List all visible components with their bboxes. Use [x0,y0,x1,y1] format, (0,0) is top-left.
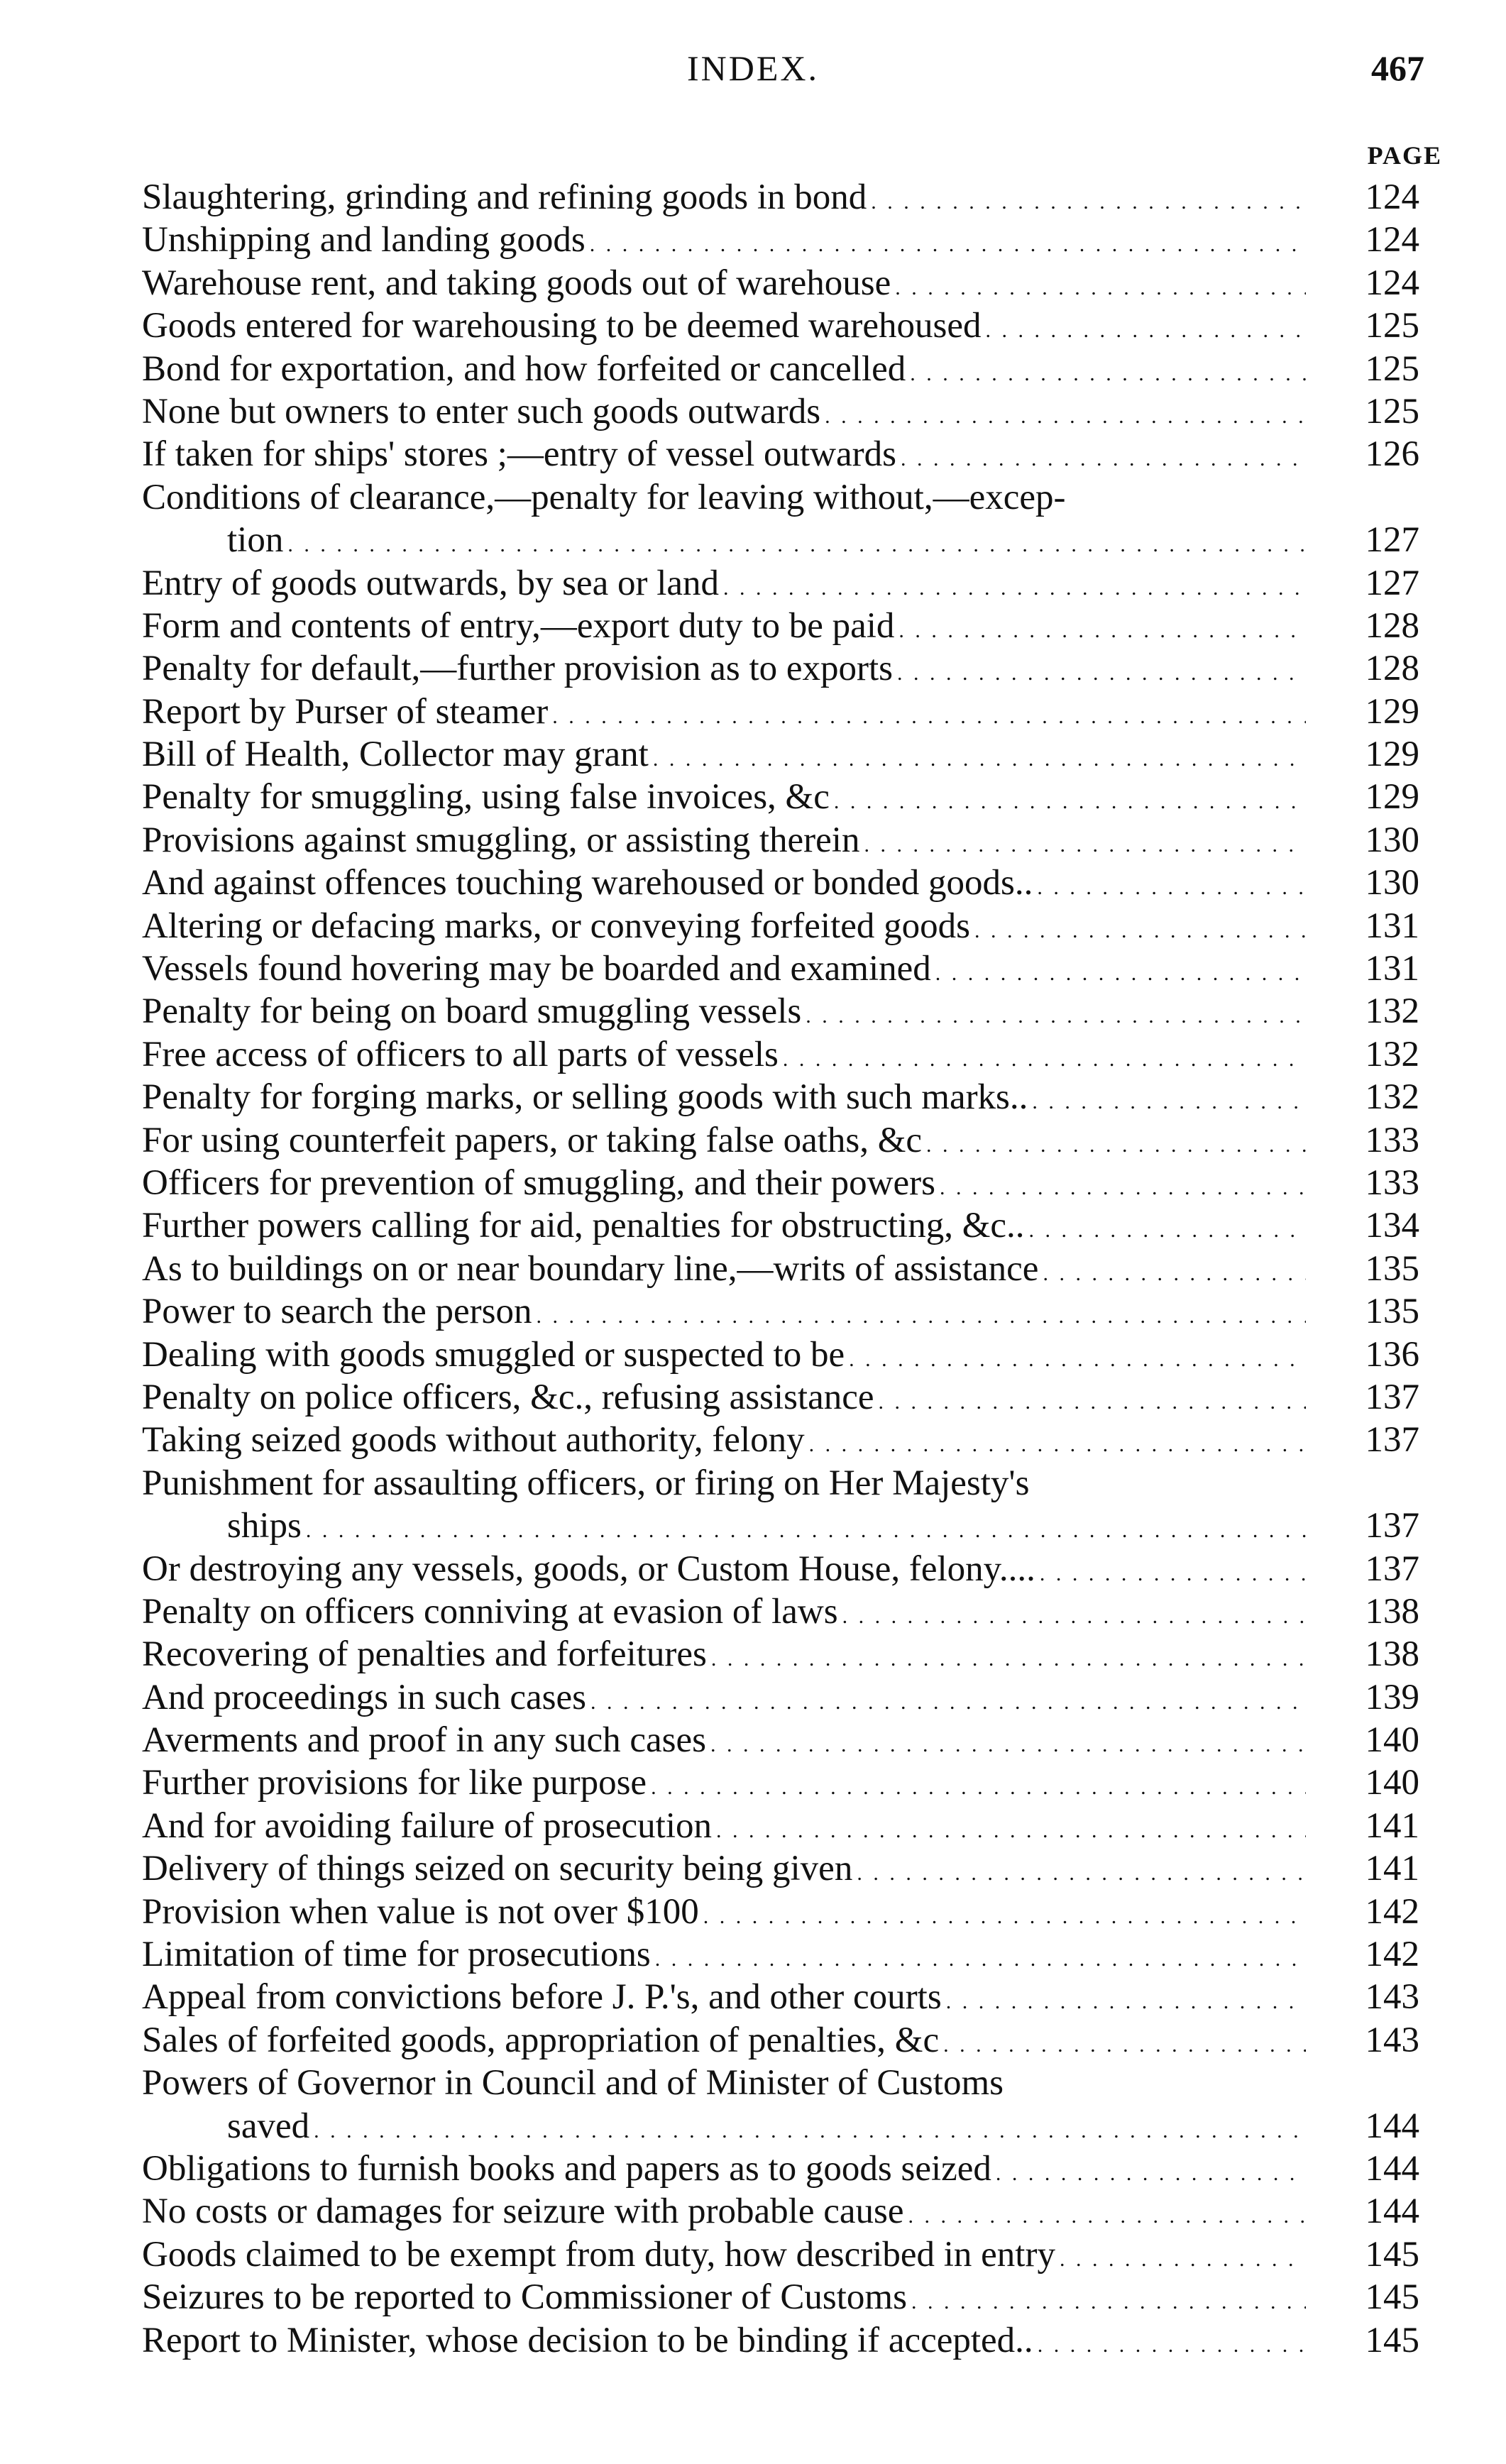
index-entry-text-wrap [142,819,1306,867]
index-entry-text: Limitation of time for prosecutions [142,1935,651,1975]
index-entry-text-wrap [142,2319,1306,2367]
index-entry-page: 138 [1365,1591,1419,1632]
index-entry [142,2233,1455,2276]
index-entry [142,1248,1455,1290]
dot-leader [910,348,1306,395]
index-entry [142,947,1455,990]
index-entry-text-wrap [142,647,1306,695]
index-entry [142,1505,1455,1547]
index-entry-page: 139 [1365,1677,1419,1717]
index-entry-text: Obligations to furnish books and papers as to goods seized [142,2148,991,2189]
index-entry-text: Provisions against smuggling, or assisting therein [142,820,860,860]
index-entry-page: 127 [1365,520,1419,561]
index-entry [142,1719,1455,1761]
index-entry [142,1119,1455,1162]
index-entry-text-wrap [142,1633,1306,1681]
index-entry [142,1976,1455,2018]
dot-leader [943,2019,1306,2067]
dot-leader [1043,1248,1306,1295]
index-entry-text-wrap [142,476,1306,519]
index-entry-text-wrap [142,1033,1306,1081]
index-entry-text-wrap [142,519,1306,566]
index-entry-page: 128 [1365,649,1419,689]
index-entry-page: 125 [1365,348,1419,389]
index-entry-text: For using counterfeit papers, or taking false oaths, &c [142,1120,923,1160]
index-entry-text-wrap [142,1204,1306,1252]
dot-leader [911,2276,1306,2323]
index-entry [142,2105,1455,2147]
index-entry-page: 124 [1365,263,1419,303]
dot-leader [895,262,1306,309]
index-entry-text: Punishment for assaulting officers, or firing on Her Majesty's [142,1463,1030,1503]
index-entry-text: Penalty for forging marks, or selling goods with such marks.. [142,1077,1028,1118]
index-entry-page: 129 [1365,691,1419,732]
dot-leader [651,1761,1306,1809]
index-entry-text: Warehouse rent, and taking goods out of warehouse [142,263,891,303]
index-entry [142,1204,1455,1247]
index-entry-text: saved [227,2106,310,2146]
index-entry-text-wrap [142,1505,1306,1552]
index-entry [142,519,1455,561]
dot-leader [898,605,1306,652]
index-entry-text: Penalty for smuggling, using false invoices, &c [142,777,830,818]
index-entry [142,348,1455,390]
dot-leader [655,1933,1306,1981]
dot-leader [946,1976,1306,2023]
dot-leader [783,1033,1306,1081]
index-entry-page: 140 [1365,1763,1419,1803]
index-entry-text-wrap [142,304,1306,352]
index-entry-text-wrap [142,862,1306,909]
dot-leader [940,1162,1306,1209]
index-entry-text: Power to search the person [142,1292,532,1332]
index-entry-text: Conditions of clearance,—penalty for leaving without,—excep- [142,477,1066,517]
index-entry [142,1033,1455,1076]
index-entry [142,1805,1455,1847]
dot-leader [552,691,1306,738]
index-entry-text: Entry of goods outwards, by sea or land [142,563,720,603]
index-entry-page: 141 [1365,1849,1419,1889]
index-entry-text-wrap [142,219,1306,266]
index-entry-text: If taken for ships' stores ;—entry of vessel outwards [142,434,896,475]
index-entry [142,2319,1455,2362]
index-entry-text: And proceedings in such cases [142,1677,586,1717]
index-entry-page: 131 [1365,906,1419,946]
index-entry-text-wrap [142,1719,1306,1766]
index-entry-text-wrap [142,776,1306,823]
index-entry-page: 137 [1365,1506,1419,1546]
index-entry-text: Sales of forfeited goods, appropriation of penalties, &c [142,2020,940,2060]
index-entry [142,1548,1455,1590]
dot-leader [1032,1076,1306,1123]
dot-leader [996,2147,1306,2195]
index-entry-page: 145 [1365,2277,1419,2318]
index-entry-text: Or destroying any vessels, goods, or Custom House, felony.... [142,1549,1035,1589]
index-entry-text: None but owners to enter such goods outwards [142,391,821,431]
index-entry [142,605,1455,647]
index-entry-text-wrap [142,1548,1306,1595]
index-entry-page: 145 [1365,2234,1419,2275]
index-entry [142,2190,1455,2233]
index-entry [142,476,1455,519]
index-entry-page: 133 [1365,1120,1419,1160]
dot-leader [590,1676,1306,1724]
index-entry-page: 132 [1365,1034,1419,1074]
dot-leader [1037,862,1306,909]
index-entry-text: Officers for prevention of smuggling, and their powers [142,1162,935,1203]
page-column-label: PAGE [1367,141,1442,170]
index-entry-text-wrap [142,1976,1306,2023]
index-entry-text: ships [227,1506,302,1546]
index-entry-page: 125 [1365,391,1419,431]
index-entry-page: 143 [1365,2020,1419,2060]
index-entry-text: Provision when value is not over $100 [142,1891,699,1932]
index-entry-text: Powers of Governor in Council and of Minister of Customs [142,2063,1004,2103]
index-entry-page: 137 [1365,1420,1419,1461]
dot-leader [1060,2233,1306,2281]
index-entry [142,819,1455,862]
index-entry-text-wrap [142,1933,1306,1981]
index-entry-text-wrap [142,1419,1306,1466]
dot-leader [879,1376,1306,1424]
index-entry-text: Bill of Health, Collector may grant [142,735,649,775]
index-entry [142,390,1455,433]
index-entry-text: Unshipping and landing goods [142,220,586,260]
index-entry-text-wrap [142,262,1306,309]
index-entry [142,1419,1455,1461]
index-entry-text-wrap [142,1891,1306,1938]
index-entry [142,862,1455,904]
index-entry-text-wrap [142,2190,1306,2238]
index-entry [142,1376,1455,1419]
index-entry-text-wrap [142,2019,1306,2067]
dot-leader [897,647,1306,695]
index-entry-page: 144 [1365,2148,1419,2189]
index-entry [142,304,1455,347]
index-entry [142,1590,1455,1633]
index-entry [142,433,1455,475]
index-entry-text-wrap [142,1248,1306,1295]
index-entry-text-wrap [142,1162,1306,1209]
index-entry [142,647,1455,690]
index-entry-text-wrap [142,691,1306,738]
dot-leader [834,776,1306,823]
index-entry [142,733,1455,776]
index-entry-page: 137 [1365,1549,1419,1589]
dot-leader [1038,2319,1306,2367]
index-entry-text-wrap [142,1333,1306,1381]
index-entry-text-wrap [142,1847,1306,1895]
dot-leader [653,733,1306,781]
index-entry-text: Penalty for being on board smuggling vessels [142,991,802,1032]
index-entry-text-wrap [142,1761,1306,1809]
dot-leader [871,176,1306,224]
dot-leader [703,1891,1306,1938]
dot-leader [864,819,1306,867]
index-entry [142,1290,1455,1333]
index-entry-page: 130 [1365,820,1419,860]
dot-leader [926,1119,1306,1167]
index-entry [142,1933,1455,1976]
index-entries [142,176,1455,2362]
index-entry-text: Seizures to be reported to Commissioner of Customs [142,2277,907,2318]
index-entry-text: Penalty on officers conniving at evasion of laws [142,1591,838,1632]
dot-leader [314,2105,1306,2152]
index-entry-text-wrap [142,2233,1306,2281]
index-entry [142,1462,1455,1505]
index-entry-page: 140 [1365,1720,1419,1761]
index-entry-page: 124 [1365,220,1419,260]
index-entry-text-wrap [142,1676,1306,1724]
index-entry-page: 143 [1365,1977,1419,2018]
index-entry-text: Recovering of penalties and forfeitures [142,1634,707,1675]
index-entry-page: 129 [1365,735,1419,775]
index-entry-text-wrap [142,1076,1306,1123]
index-entry-page: 142 [1365,1935,1419,1975]
index-entry [142,2062,1455,2104]
index-entry-text: Delivery of things seized on security being given [142,1849,853,1889]
index-entry [142,562,1455,605]
index-entry-text: Appeal from convictions before J. P.'s, and other courts [142,1977,942,2018]
index-entry-text-wrap [142,433,1306,480]
index-entry [142,1076,1455,1118]
index-entry-text: Report to Minister, whose decision to be binding if accepted.. [142,2320,1033,2360]
index-entry-page: 136 [1365,1334,1419,1375]
index-entry-text-wrap [142,2276,1306,2323]
index-entry-text-wrap [142,1590,1306,1638]
index-entry [142,1891,1455,1933]
index-entry [142,2147,1455,2190]
index-entry-text-wrap [142,348,1306,395]
index-entry [142,1633,1455,1676]
index-entry-text: Vessels found hovering may be boarded and examined [142,949,931,989]
index-entry [142,176,1455,219]
index-entry-page: 127 [1365,563,1419,603]
index-entry-page: 128 [1365,605,1419,646]
index-entry-text-wrap [142,390,1306,438]
index-entry-text-wrap [142,905,1306,952]
index-entry-text: Further provisions for like purpose [142,1763,647,1803]
index-entry [142,1162,1455,1204]
index-entry-page: 141 [1365,1805,1419,1846]
index-entry-text-wrap [142,1376,1306,1424]
index-entry-text: As to buildings on or near boundary line,—writs of assistance [142,1248,1039,1289]
dot-leader [590,219,1306,266]
index-entry-page: 142 [1365,1891,1419,1932]
index-entry-text-wrap [142,2062,1306,2104]
index-entry-page: 132 [1365,1077,1419,1118]
index-entry-page: 133 [1365,1162,1419,1203]
index-entry-text: Goods entered for warehousing to be deemed warehoused [142,306,982,346]
index-entry-text: Bond for exportation, and how forfeited or cancelled [142,348,906,389]
index-entry-page: 126 [1365,434,1419,475]
index-entry-text: Averments and proof in any such cases [142,1720,706,1761]
index-entry-page: 130 [1365,863,1419,903]
index-entry-text: Slaughtering, grinding and refining goods in bond [142,177,867,217]
index-entry-text: Form and contents of entry,—export duty to be paid [142,605,895,646]
index-entry [142,2019,1455,2062]
index-entry [142,219,1455,261]
index-entry-page: 138 [1365,1634,1419,1675]
index-entry [142,1761,1455,1804]
index-entry-page: 144 [1365,2191,1419,2232]
dot-leader [974,905,1306,952]
index-entry [142,776,1455,818]
dot-leader [825,390,1306,438]
index-entry-text: Dealing with goods smuggled or suspected to be [142,1334,845,1375]
index-entry-text: Report by Purser of steamer [142,691,549,732]
dot-leader [710,1719,1306,1766]
dot-leader [287,519,1306,566]
index-entry-text-wrap [142,733,1306,781]
index-entry-page: 125 [1365,306,1419,346]
index-entry-text: Free access of officers to all parts of vessels [142,1034,779,1074]
index-entry-text-wrap [142,1290,1306,1338]
index-entry-page: 131 [1365,949,1419,989]
index-entry-text: No costs or damages for seizure with probable cause [142,2191,904,2232]
dot-leader [306,1505,1306,1552]
dot-leader [908,2190,1306,2238]
index-entry-text: Goods claimed to be exempt from duty, how described in entry [142,2234,1055,2275]
dot-leader [537,1290,1307,1338]
dot-leader [809,1419,1306,1466]
index-entry-text-wrap [142,947,1306,995]
index-entry-text: tion [227,520,284,561]
index-entry-page: 132 [1365,991,1419,1032]
index-entry-page: 134 [1365,1206,1419,1246]
index-entry-text-wrap [142,2147,1306,2195]
dot-leader [901,433,1306,480]
index-entry-text-wrap [142,1805,1306,1852]
index-entry-text: Taking seized goods without authority, felony [142,1420,805,1461]
dot-leader [723,562,1306,610]
dot-leader [935,947,1306,995]
dot-leader [711,1633,1306,1681]
index-entry-text-wrap [142,990,1306,1038]
index-entry-page: 129 [1365,777,1419,818]
index-entry-page: 144 [1365,2106,1419,2146]
index-entry-page: 124 [1365,177,1419,217]
dot-leader [1040,1548,1306,1595]
index-entry-text: Penalty for default,—further provision as to exports [142,649,894,689]
dot-leader [806,990,1306,1038]
index-entry-text: And against offences touching warehoused or bonded goods.. [142,863,1033,903]
index-entry-text-wrap [142,1119,1306,1167]
index-entry-page: 135 [1365,1248,1419,1289]
index-entry-text-wrap [142,176,1306,224]
page-number: 467 [1371,48,1424,88]
index-entry [142,691,1455,733]
index-entry-text: And for avoiding failure of prosecution [142,1805,713,1846]
index-entry-text-wrap [142,562,1306,610]
page-title: INDEX. [686,48,820,88]
index-entry-text: Penalty on police officers, &c., refusing assistance [142,1377,874,1417]
index-entry-page: 137 [1365,1377,1419,1417]
index-entry [142,262,1455,304]
index-entry [142,1333,1455,1376]
dot-leader [1029,1204,1307,1252]
dot-leader [986,304,1306,352]
index-entry-text-wrap [142,1462,1306,1505]
dot-leader [849,1333,1306,1381]
index-entry [142,2276,1455,2319]
index-entry-page: 135 [1365,1292,1419,1332]
index-entry-text: Altering or defacing marks, or conveying forfeited goods [142,906,970,946]
index-entry-text-wrap [142,2105,1306,2152]
index-entry [142,905,1455,947]
index-entry [142,1676,1455,1719]
index-entry-text: Further powers calling for aid, penalties for obstructing, &c.. [142,1206,1025,1246]
dot-leader [842,1590,1306,1638]
index-entry [142,1847,1455,1890]
dot-leader [716,1805,1306,1852]
index-entry [142,990,1455,1033]
dot-leader [857,1847,1306,1895]
index-entry-text-wrap [142,605,1306,652]
index-entry-page: 145 [1365,2320,1419,2360]
